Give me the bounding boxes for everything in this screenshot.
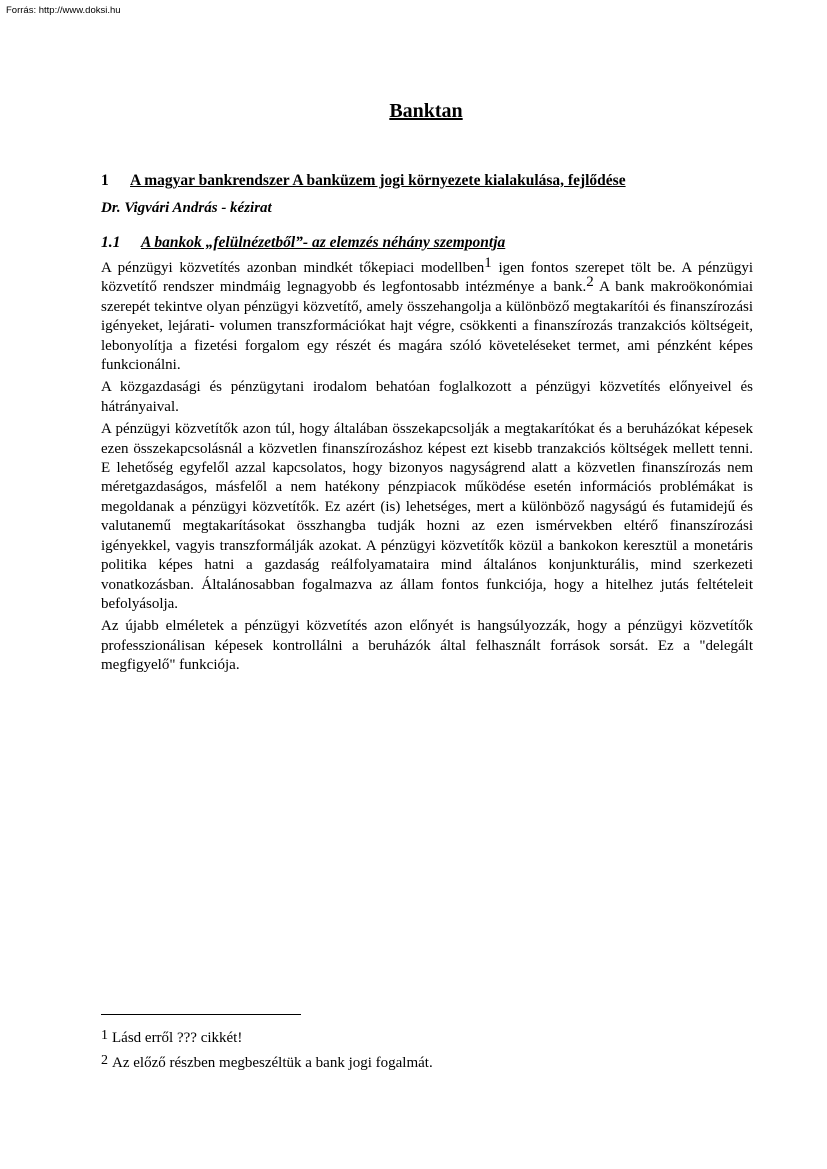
paragraph-1-part-a: A pénzügyi közvetítés azonban mindkét tőkepiaci modellben — [101, 260, 485, 276]
footnote-text: Lásd erről ??? cikkét! — [112, 1030, 243, 1046]
section-heading-1 — [101, 172, 626, 190]
paragraph-1 — [101, 255, 753, 375]
subsection-number: 1.1 — [101, 234, 121, 251]
paragraph-3: A pénzügyi közvetítők azon túl, hogy általában összekapcsolják a megtakarítókat és a beruházókat képesek ezen összekapcsolásnál a közvetlen finanszírozáshoz képest ezt kisebb tranzakciós költségek mellett tenni. E lehetőség egyfelől azzal kapcsolatos, hogy bizonyos nagyságrend alatt a közvetlen finanszírozás nem méretgazdaságos, másfelől a nem hatékony pénzpiacok működése esetén információs problémákat is megoldanak a pénzügyi közvetítők. Ez azért (is) lehetséges, mert a különböző nagyságú és futamidejű és valutanemű megtakarításokat összhangba tudják hozni az ezen ismérvekben eltérő finanszírozási igényekkel, vagyis transzformálják azokat. A pénzügyi közvetítők közül a bankokon keresztül a monetáris politika képes hatni a gazdaság reálfolyamataira mind általános konjunkturális, mind szerkezeti vonatkozásban. Általánosabban fogalmazva az állam fontos funkciója, hogy a hitelhez jutás feltételeit befolyásolja. — [101, 421, 753, 612]
footnote-mark: 2 — [101, 1053, 108, 1068]
footnote-2 — [101, 1053, 433, 1072]
paragraph-1-part-b: igen fontos szerepet tölt be. A pénzügyi közvetítő rendszer mindmáig legnagyobb és legfontosabb intézménye a bank. — [101, 260, 753, 296]
document-title: Banktan — [389, 100, 463, 122]
footnotes — [101, 1028, 433, 1078]
section-heading-1-1 — [101, 234, 505, 252]
section-title: A magyar bankrendszer A banküzem jogi környezete kialakulása, fejlődése — [130, 172, 626, 189]
footnote-text: Az előző részben megbeszéltük a bank jogi fogalmát. — [112, 1055, 433, 1071]
footnote-separator — [101, 1014, 301, 1015]
body-text — [101, 255, 753, 679]
source-line: Forrás: http://www.doksi.hu — [6, 5, 121, 16]
author-line: Dr. Vigvári András - kézirat — [101, 200, 272, 216]
subsection-title: A bankok „felülnézetből”- az elemzés néhány szempontja — [141, 234, 506, 251]
paragraph-2: A közgazdasági és pénzügytani irodalom behatóan foglalkozott a pénzügyi közvetítés előnyeivel és hátrányaival. — [101, 379, 753, 415]
paragraph-1-part-c: A bank makroökonómiai szerepét tekintve olyan pénzügyi közvetítő, amely összehangolja a különböző megtakarítói és finanszírozási igényeket, lejárati- volumen transzformációkat hajt végre, csökkenti a finanszírozás tranzakciós költségeit, lebonyolítja a fizetési forgalom egy részét és magára szóló követeléseket termet, ami pénzként képes funkcionálni. — [101, 279, 753, 374]
paragraph-4: Az újabb elméletek a pénzügyi közvetítés azon előnyét is hangsúlyozzák, hogy a pénzügyi közvetítők professzionálisan képesek kontrollálni a beruházók által felhasznált források sorsát. Ez a "delegált megfigyelő" funkciója. — [101, 618, 753, 674]
footnote-ref-1[interactable]: 1 — [484, 255, 492, 271]
section-number: 1 — [101, 172, 109, 189]
footnote-1 — [101, 1028, 433, 1047]
footnote-mark: 1 — [101, 1028, 108, 1043]
footnote-ref-2[interactable]: 2 — [586, 274, 594, 291]
